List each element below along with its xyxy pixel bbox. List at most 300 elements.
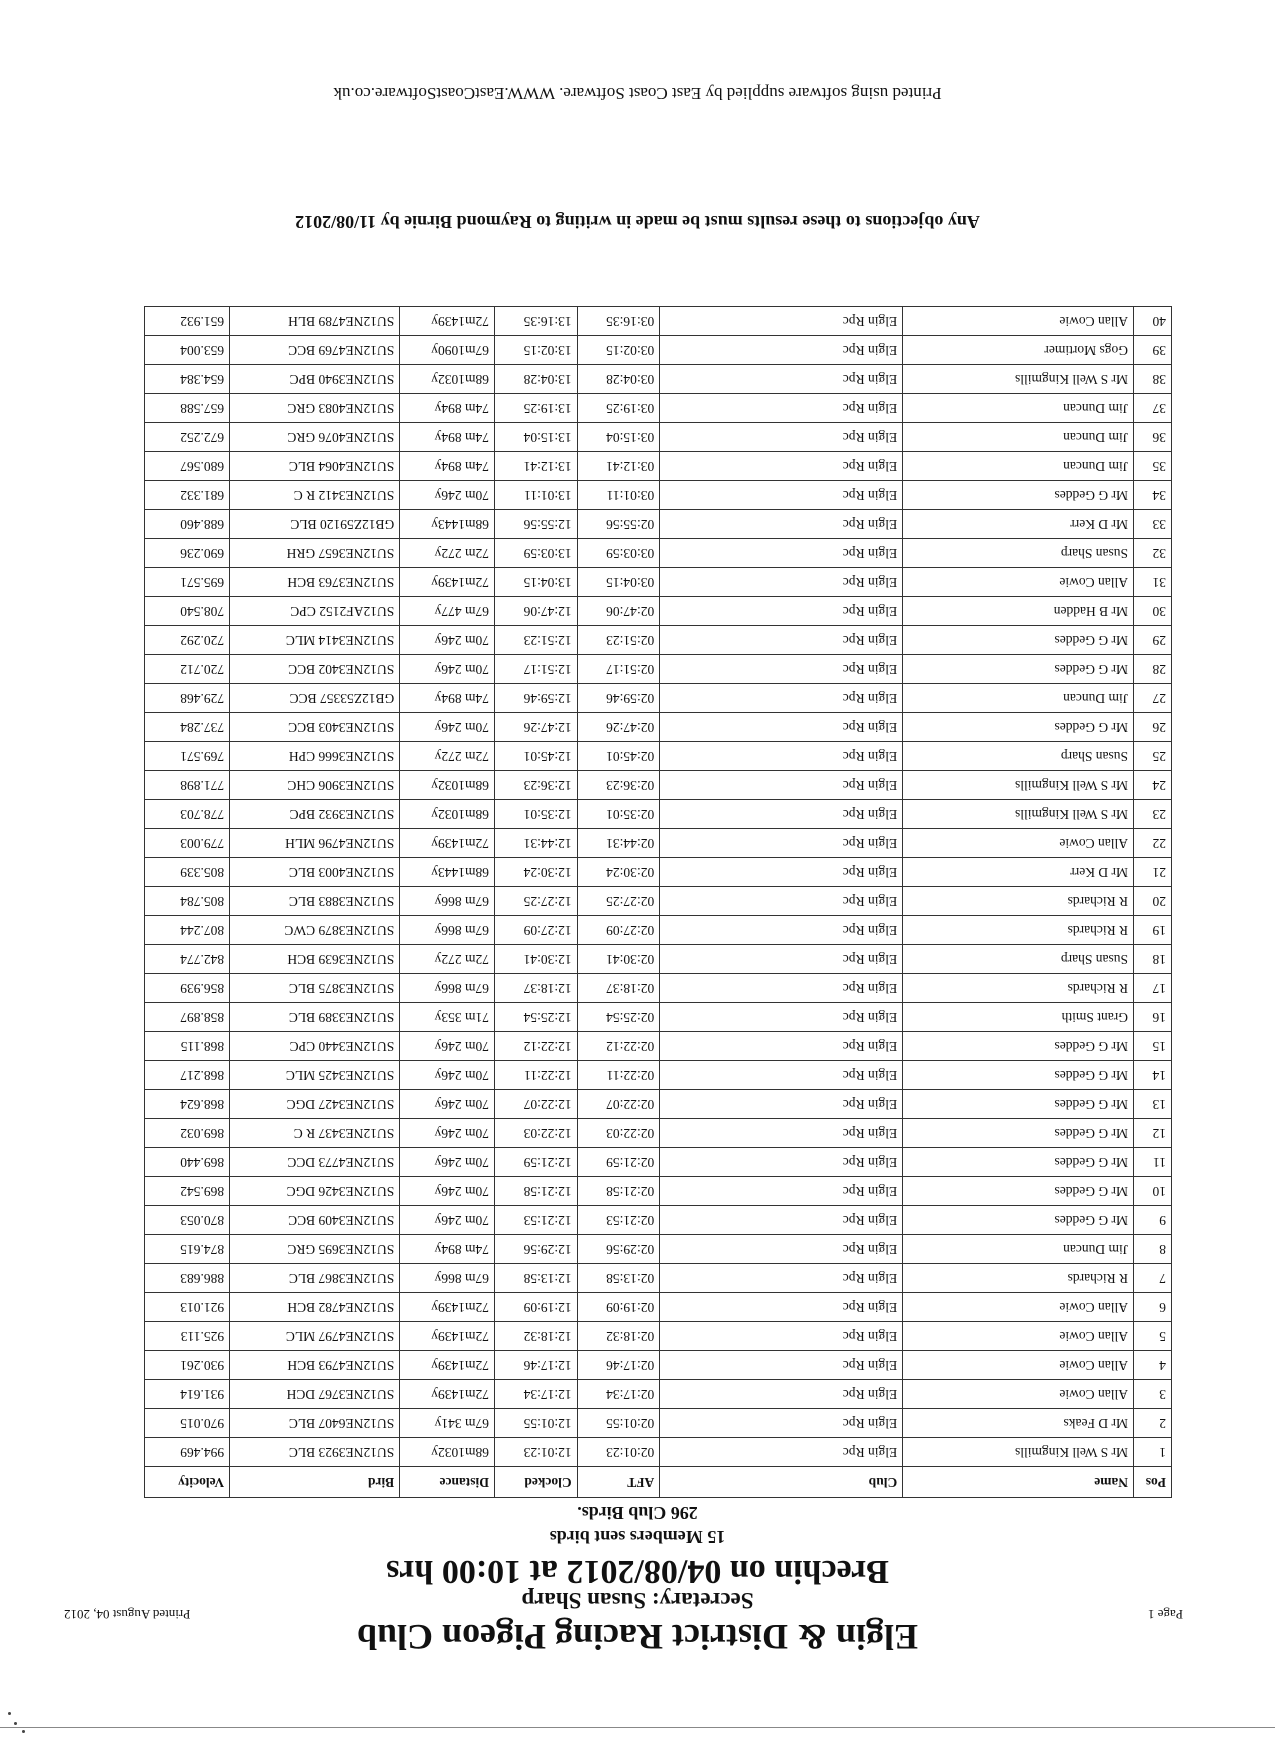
cell-clocked: 13:04:28 [494,365,577,394]
cell-name: Mr S Well Kingmills [903,1438,1134,1467]
cell-clocked: 13:15:04 [494,423,577,452]
cell-bird: SU12NE3923 BLC [230,1438,400,1467]
cell-velocity: 994.469 [145,1438,230,1467]
page-number: Page 1 [1147,1607,1183,1622]
cell-distance: 68m1443y [400,858,495,887]
table-row [145,742,1172,771]
cell-club: Elgin Rpc [660,887,903,916]
cell-bird: SU12NE3403 BCC [230,713,400,742]
table-row [145,539,1172,568]
cell-clocked: 12:25:54 [494,1003,577,1032]
cell-club: Elgin Rpc [660,771,903,800]
cell-velocity: 925.113 [145,1322,230,1351]
cell-aft: 02:59:46 [577,684,660,713]
cell-bird: SU12NE3940 BPC [230,365,400,394]
cell-velocity: 653.004 [145,336,230,365]
cell-name: Mr G Geddes [903,1090,1134,1119]
cell-distance: 72m1439y [400,568,495,597]
cell-aft: 02:30:24 [577,858,660,887]
cell-aft: 03:04:28 [577,365,660,394]
cell-name: Jim Duncan [903,394,1134,423]
cell-distance: 74m 894y [400,394,495,423]
cell-name: Allan Cowie [903,1351,1134,1380]
table-row [145,452,1172,481]
cell-clocked: 12:59:46 [494,684,577,713]
cell-name: Allan Cowie [903,307,1134,336]
cell-club: Elgin Rpc [660,452,903,481]
cell-pos: 5 [1134,1322,1172,1351]
table-row [145,974,1172,1003]
cell-bird: SU12NE4076 GRC [230,423,400,452]
cell-distance: 74m 894y [400,452,495,481]
cell-distance: 68m1032y [400,1438,495,1467]
cell-pos: 14 [1134,1061,1172,1090]
cell-velocity: 868.624 [145,1090,230,1119]
cell-name: Jim Duncan [903,423,1134,452]
table-row [145,626,1172,655]
cell-velocity: 869.542 [145,1177,230,1206]
cell-distance: 68m1032y [400,771,495,800]
cell-clocked: 13:01:11 [494,481,577,510]
cell-name: Jim Duncan [903,1235,1134,1264]
cell-club: Elgin Rpc [660,1148,903,1177]
cell-distance: 67m 341y [400,1409,495,1438]
cell-club: Elgin Rpc [660,1061,903,1090]
cell-pos: 28 [1134,655,1172,684]
cell-pos: 4 [1134,1351,1172,1380]
cell-bird: SU12NE3639 BCH [230,945,400,974]
cell-clocked: 12:18:37 [494,974,577,1003]
cell-pos: 19 [1134,916,1172,945]
cell-bird: SU12AF2152 CPC [230,597,400,626]
cell-club: Elgin Rpc [660,394,903,423]
col-header-aft: AFT [577,1467,660,1498]
cell-distance: 74m 894y [400,423,495,452]
cell-club: Elgin Rpc [660,1293,903,1322]
cell-club: Elgin Rpc [660,1438,903,1467]
cell-aft: 02:25:54 [577,1003,660,1032]
cell-bird: SU12NE3389 BLC [230,1003,400,1032]
cell-bird: SU12NE4789 BLH [230,307,400,336]
cell-velocity: 970.015 [145,1409,230,1438]
cell-name: Mr S Well Kingmills [903,800,1134,829]
cell-clocked: 12:47:26 [494,713,577,742]
cell-club: Elgin Rpc [660,858,903,887]
cell-name: Mr G Geddes [903,626,1134,655]
cell-aft: 02:30:41 [577,945,660,974]
scan-speck [8,1712,11,1715]
cell-aft: 02:18:32 [577,1322,660,1351]
cell-bird: SU12NE3412 R C [230,481,400,510]
cell-clocked: 12:29:56 [494,1235,577,1264]
cell-velocity: 805.784 [145,887,230,916]
table-row [145,423,1172,452]
table-row [145,1380,1172,1409]
col-header-velocity: Velocity [145,1467,230,1498]
cell-club: Elgin Rpc [660,423,903,452]
cell-distance: 72m1439y [400,1322,495,1351]
cell-bird: SU12NE3695 GRC [230,1235,400,1264]
cell-name: Allan Cowie [903,1322,1134,1351]
cell-club: Elgin Rpc [660,829,903,858]
cell-clocked: 12:21:59 [494,1148,577,1177]
cell-velocity: 931.614 [145,1380,230,1409]
cell-pos: 10 [1134,1177,1172,1206]
cell-velocity: 672.252 [145,423,230,452]
table-row [145,1032,1172,1061]
cell-aft: 03:15:04 [577,423,660,452]
col-header-clocked: Clocked [494,1467,577,1498]
cell-clocked: 12:47:06 [494,597,577,626]
cell-clocked: 12:45:01 [494,742,577,771]
cell-clocked: 12:01:23 [494,1438,577,1467]
cell-club: Elgin Rpc [660,800,903,829]
cell-distance: 72m1439y [400,829,495,858]
cell-club: Elgin Rpc [660,1322,903,1351]
table-row [145,597,1172,626]
col-header-bird: Bird [230,1467,400,1498]
cell-bird: SU12NE3427 DGC [230,1090,400,1119]
cell-distance: 70m 246y [400,481,495,510]
cell-pos: 37 [1134,394,1172,423]
results-table [144,306,1172,1498]
cell-distance: 71m 353y [400,1003,495,1032]
cell-bird: SU12NE3437 R C [230,1119,400,1148]
cell-bird: SU12NE3763 BCH [230,568,400,597]
cell-distance: 67m 866y [400,1264,495,1293]
cell-distance: 74m 894y [400,1235,495,1264]
cell-clocked: 12:30:24 [494,858,577,887]
cell-name: R Richards [903,1264,1134,1293]
table-row [145,1235,1172,1264]
cell-club: Elgin Rpc [660,974,903,1003]
cell-velocity: 729.468 [145,684,230,713]
cell-club: Elgin Rpc [660,1351,903,1380]
cell-aft: 02:47:26 [577,713,660,742]
cell-aft: 02:17:46 [577,1351,660,1380]
cell-club: Elgin Rpc [660,1003,903,1032]
cell-clocked: 12:35:01 [494,800,577,829]
cell-bird: GB12Z53357 BCC [230,684,400,713]
cell-aft: 02:51:17 [577,655,660,684]
cell-name: Mr G Geddes [903,1061,1134,1090]
table-row [145,1438,1172,1467]
cell-aft: 02:21:53 [577,1206,660,1235]
cell-bird: SU12NE4083 GRC [230,394,400,423]
cell-velocity: 868.217 [145,1061,230,1090]
cell-aft: 02:19:09 [577,1293,660,1322]
cell-aft: 03:12:41 [577,452,660,481]
cell-name: Jim Duncan [903,684,1134,713]
cell-pos: 30 [1134,597,1172,626]
cell-bird: SU12NE4003 BLC [230,858,400,887]
cell-clocked: 12:27:09 [494,916,577,945]
club-birds-count: 296 Club Birds. [577,1503,698,1523]
cell-bird: SU12NE4773 DCC [230,1148,400,1177]
cell-pos: 39 [1134,336,1172,365]
cell-bird: SU12NE3879 CWC [230,916,400,945]
cell-distance: 72m 272y [400,742,495,771]
cell-velocity: 690.236 [145,539,230,568]
cell-clocked: 12:22:12 [494,1032,577,1061]
cell-bird: SU12NE3402 BCC [230,655,400,684]
cell-distance: 72m1439y [400,1293,495,1322]
cell-bird: SU12NE3426 DGC [230,1177,400,1206]
cell-name: Mr G Geddes [903,1206,1134,1235]
cell-velocity: 681.332 [145,481,230,510]
table-row [145,684,1172,713]
cell-bird: SU12NE4796 MLH [230,829,400,858]
cell-clocked: 12:55:56 [494,510,577,539]
cell-bird: SU12NE3875 BLC [230,974,400,1003]
table-row [145,365,1172,394]
cell-distance: 70m 246y [400,1119,495,1148]
col-header-club: Club [660,1467,903,1498]
cell-pos: 24 [1134,771,1172,800]
cell-club: Elgin Rpc [660,626,903,655]
cell-distance: 72m 272y [400,945,495,974]
secretary-line: Secretary: Susan Sharp [521,1588,754,1613]
cell-aft: 02:27:09 [577,916,660,945]
table-row [145,713,1172,742]
objection-notice: Any objections to these results must be made in writing to Raymond Birnie by 11/08/2012 [295,212,980,232]
cell-club: Elgin Rpc [660,1409,903,1438]
cell-velocity: 868.115 [145,1032,230,1061]
cell-club: Elgin Rpc [660,1032,903,1061]
cell-club: Elgin Rpc [660,568,903,597]
cell-clocked: 12:22:11 [494,1061,577,1090]
table-row [145,800,1172,829]
cell-pos: 9 [1134,1206,1172,1235]
scan-speck [14,1722,17,1725]
cell-velocity: 708.540 [145,597,230,626]
cell-club: Elgin Rpc [660,1264,903,1293]
cell-clocked: 13:03:59 [494,539,577,568]
cell-aft: 03:03:59 [577,539,660,568]
cell-distance: 68m1032y [400,800,495,829]
cell-bird: SU12NE3906 CHC [230,771,400,800]
cell-aft: 02:22:03 [577,1119,660,1148]
cell-club: Elgin Rpc [660,597,903,626]
cell-club: Elgin Rpc [660,1206,903,1235]
cell-aft: 02:44:31 [577,829,660,858]
table-row [145,1264,1172,1293]
cell-aft: 02:51:23 [577,626,660,655]
cell-aft: 02:22:12 [577,1032,660,1061]
cell-aft: 02:21:59 [577,1148,660,1177]
table-row [145,510,1172,539]
cell-velocity: 807.244 [145,916,230,945]
cell-name: Allan Cowie [903,829,1134,858]
cell-distance: 72m1439y [400,307,495,336]
cell-aft: 02:29:56 [577,1235,660,1264]
cell-clocked: 13:12:41 [494,452,577,481]
cell-pos: 1 [1134,1438,1172,1467]
cell-club: Elgin Rpc [660,307,903,336]
cell-aft: 02:35:01 [577,800,660,829]
scan-edge-line [0,1727,1275,1728]
cell-distance: 70m 246y [400,1148,495,1177]
cell-pos: 18 [1134,945,1172,974]
cell-name: R Richards [903,887,1134,916]
cell-velocity: 657.588 [145,394,230,423]
table-row [145,568,1172,597]
cell-bird: SU12NE3409 BCC [230,1206,400,1235]
table-row [145,858,1172,887]
cell-bird: SU12NE3440 CPC [230,1032,400,1061]
table-row [145,1206,1172,1235]
cell-distance: 67m 866y [400,887,495,916]
cell-distance: 72m 272y [400,539,495,568]
table-row [145,1119,1172,1148]
cell-club: Elgin Rpc [660,684,903,713]
race-heading: Brechin on 04/08/2012 at 10:00 hrs [386,1553,889,1590]
cell-distance: 70m 246y [400,1032,495,1061]
cell-pos: 22 [1134,829,1172,858]
cell-clocked: 13:04:15 [494,568,577,597]
cell-velocity: 870.053 [145,1206,230,1235]
cell-velocity: 651.932 [145,307,230,336]
table-row [145,771,1172,800]
cell-pos: 26 [1134,713,1172,742]
cell-club: Elgin Rpc [660,945,903,974]
cell-distance: 67m 866y [400,916,495,945]
cell-name: Susan Sharp [903,742,1134,771]
cell-velocity: 737.284 [145,713,230,742]
cell-distance: 68m1032y [400,365,495,394]
cell-pos: 35 [1134,452,1172,481]
cell-bird: SU12NE3883 BLC [230,887,400,916]
cell-clocked: 12:21:53 [494,1206,577,1235]
cell-velocity: 856.939 [145,974,230,1003]
cell-velocity: 695.571 [145,568,230,597]
cell-clocked: 12:01:55 [494,1409,577,1438]
cell-bird: SU12NE4793 BCH [230,1351,400,1380]
table-row [145,1351,1172,1380]
cell-club: Elgin Rpc [660,916,903,945]
cell-pos: 36 [1134,423,1172,452]
cell-pos: 34 [1134,481,1172,510]
cell-pos: 23 [1134,800,1172,829]
cell-clocked: 12:17:46 [494,1351,577,1380]
cell-clocked: 12:21:58 [494,1177,577,1206]
cell-bird: SU12NE4782 BCH [230,1293,400,1322]
cell-pos: 32 [1134,539,1172,568]
cell-velocity: 688.460 [145,510,230,539]
cell-velocity: 771.898 [145,771,230,800]
cell-name: Allan Cowie [903,1293,1134,1322]
cell-club: Elgin Rpc [660,365,903,394]
cell-velocity: 680.567 [145,452,230,481]
cell-name: Grant Smith [903,1003,1134,1032]
table-row [145,1177,1172,1206]
cell-club: Elgin Rpc [660,1177,903,1206]
cell-aft: 02:22:11 [577,1061,660,1090]
club-title: Elgin & District Racing Pigeon Club [357,1617,919,1657]
cell-velocity: 778.703 [145,800,230,829]
cell-aft: 02:18:37 [577,974,660,1003]
cell-name: Allan Cowie [903,568,1134,597]
cell-clocked: 12:22:07 [494,1090,577,1119]
cell-club: Elgin Rpc [660,1235,903,1264]
cell-aft: 02:01:23 [577,1438,660,1467]
cell-bird: SU12NE3666 CPH [230,742,400,771]
cell-distance: 70m 246y [400,1206,495,1235]
cell-club: Elgin Rpc [660,742,903,771]
cell-club: Elgin Rpc [660,510,903,539]
cell-distance: 70m 246y [400,1061,495,1090]
cell-aft: 02:47:06 [577,597,660,626]
cell-pos: 27 [1134,684,1172,713]
cell-name: Mr B Hadden [903,597,1134,626]
cell-pos: 17 [1134,974,1172,1003]
cell-velocity: 886.683 [145,1264,230,1293]
software-footer: Printed using software supplied by East Coast Software. WWW.EastCoastSoftware.co.uk [333,84,942,103]
cell-name: Jim Duncan [903,452,1134,481]
cell-velocity: 805.339 [145,858,230,887]
cell-distance: 67m 477y [400,597,495,626]
table-row [145,1061,1172,1090]
cell-name: Mr G Geddes [903,1032,1134,1061]
cell-pos: 20 [1134,887,1172,916]
cell-clocked: 12:44:31 [494,829,577,858]
cell-bird: SU12NE4064 BLC [230,452,400,481]
table-row [145,481,1172,510]
cell-distance: 70m 246y [400,626,495,655]
members-sent: 15 Members sent birds [549,1527,726,1547]
cell-clocked: 12:36:23 [494,771,577,800]
cell-name: Mr G Geddes [903,655,1134,684]
cell-pos: 15 [1134,1032,1172,1061]
cell-club: Elgin Rpc [660,1119,903,1148]
cell-clocked: 12:22:03 [494,1119,577,1148]
cell-pos: 12 [1134,1119,1172,1148]
cell-pos: 25 [1134,742,1172,771]
cell-pos: 11 [1134,1148,1172,1177]
cell-aft: 02:27:25 [577,887,660,916]
cell-pos: 7 [1134,1264,1172,1293]
cell-distance: 74m 894y [400,684,495,713]
cell-aft: 03:02:15 [577,336,660,365]
cell-clocked: 12:27:25 [494,887,577,916]
table-row [145,916,1172,945]
cell-bird: SU12NE6407 BLC [230,1409,400,1438]
cell-aft: 03:16:35 [577,307,660,336]
cell-club: Elgin Rpc [660,336,903,365]
cell-name: Mr D Kerr [903,510,1134,539]
cell-aft: 02:45:01 [577,742,660,771]
cell-name: Mr G Geddes [903,1119,1134,1148]
cell-bird: SU12NE3414 MLC [230,626,400,655]
table-row [145,394,1172,423]
cell-pos: 8 [1134,1235,1172,1264]
cell-name: Mr S Well Kingmills [903,365,1134,394]
table-row [145,655,1172,684]
cell-distance: 72m1439y [400,1351,495,1380]
cell-clocked: 12:17:34 [494,1380,577,1409]
cell-distance: 70m 246y [400,655,495,684]
cell-name: Susan Sharp [903,945,1134,974]
cell-pos: 21 [1134,858,1172,887]
cell-bird: GB12Z59120 BLC [230,510,400,539]
cell-name: Mr G Geddes [903,713,1134,742]
cell-pos: 40 [1134,307,1172,336]
cell-name: Mr G Geddes [903,481,1134,510]
cell-velocity: 779.003 [145,829,230,858]
table-row [145,307,1172,336]
cell-velocity: 654.384 [145,365,230,394]
cell-aft: 03:04:15 [577,568,660,597]
